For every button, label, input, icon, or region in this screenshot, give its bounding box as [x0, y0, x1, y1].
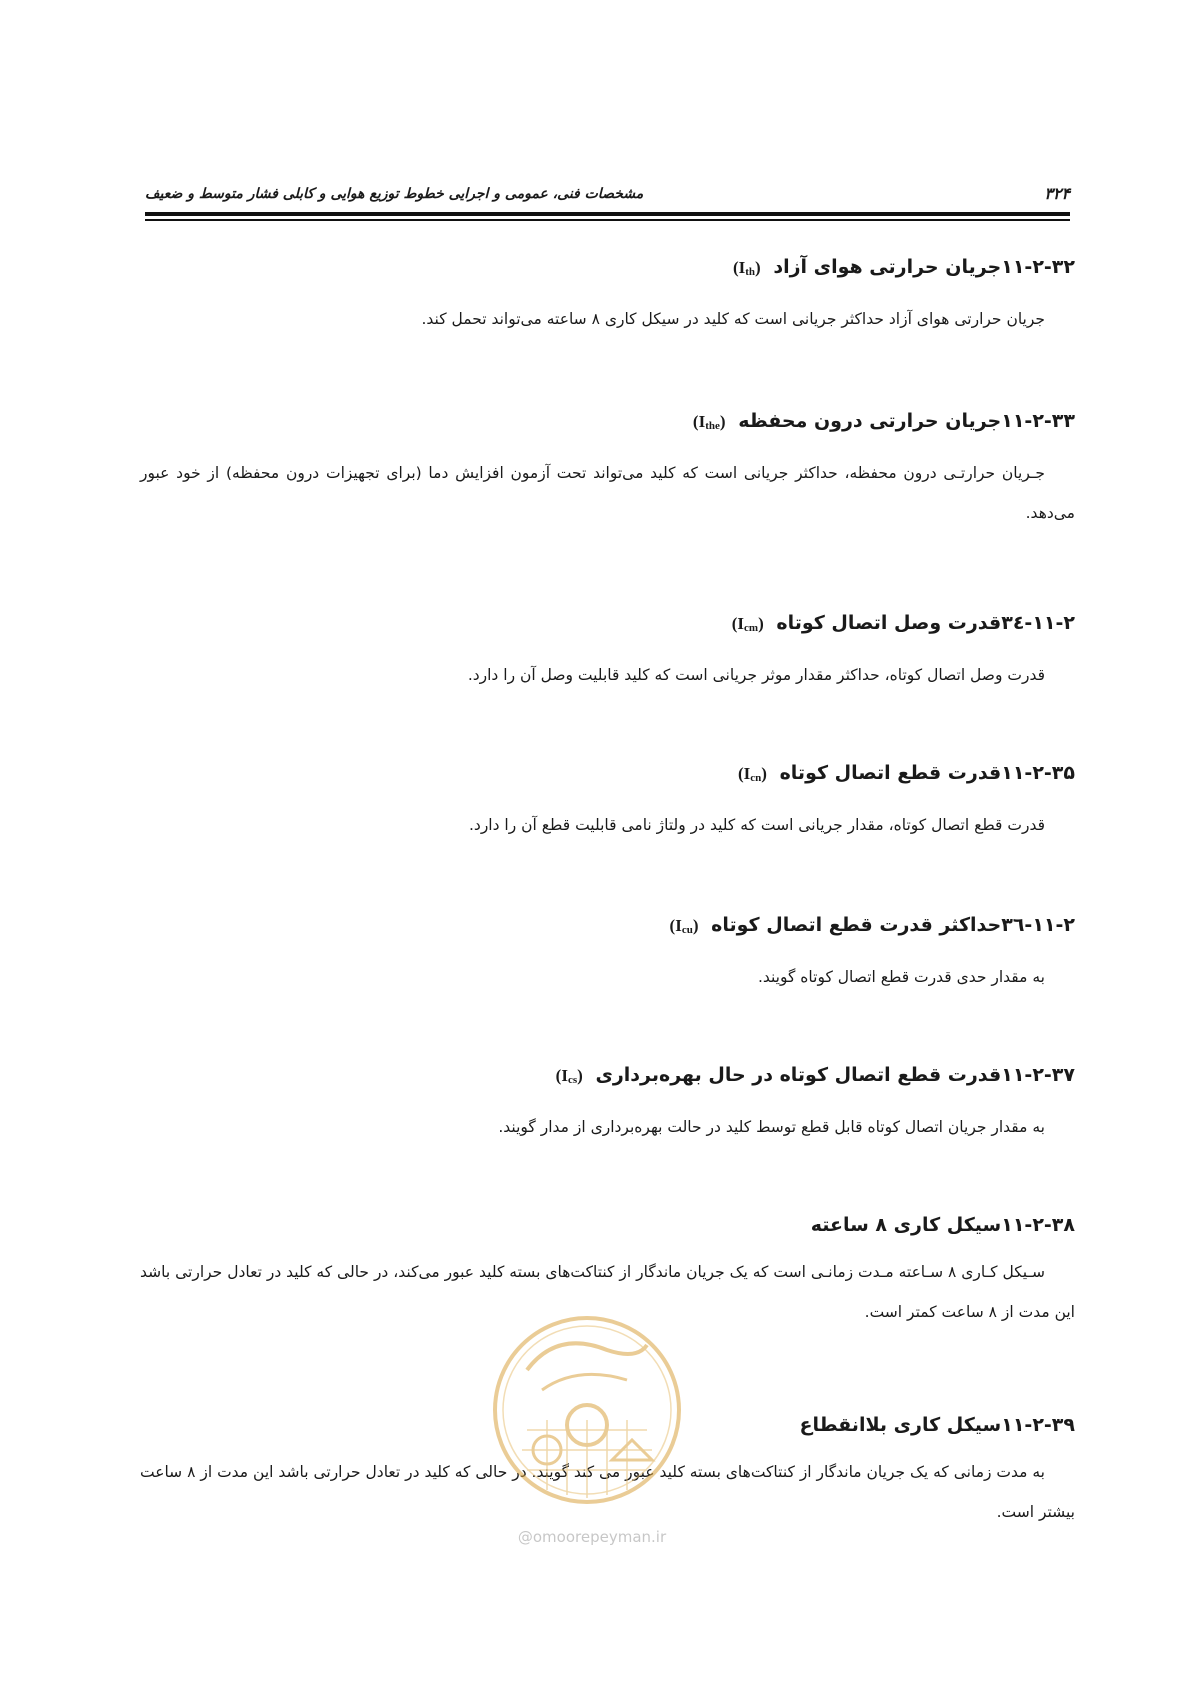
- page-number: ۳۲۴: [1044, 184, 1070, 203]
- section-number: ۱۱-۲-٣٤: [1001, 612, 1075, 634]
- watermark-logo: [487, 1310, 687, 1550]
- section-11-2-34: [140, 608, 1075, 695]
- section-symbol: $(I_{the})$: [692, 412, 726, 432]
- section-11-2-37: [140, 1060, 1075, 1147]
- section-body: قدرت قطع اتصال کوتاه، مقدار جریانی است که کلید در ولتاژ نامی قابلیت قطع آن را دارد.: [468, 816, 1045, 834]
- section-heading: [140, 608, 1075, 643]
- section-title: جریان حرارتی درون محفظه: [738, 410, 1002, 432]
- section-11-2-36: [140, 910, 1075, 997]
- section-number: ۱۱-۲-۳۸: [1001, 1214, 1075, 1236]
- section-title: جریان حرارتی هوای آزاد: [773, 256, 1002, 278]
- section-body: جریان حرارتی هوای آزاد حداکثر جریانی است که کلید در سیکل کاری ۸ ساعته می‌تواند تحمل کند.: [421, 310, 1045, 328]
- watermark-url: @omoorepeyman.ir: [517, 1528, 667, 1546]
- section-title: قدرت قطع اتصال کوتاه: [779, 762, 1002, 784]
- section-heading: [140, 1210, 1075, 1240]
- section-body: به مقدار حدی قدرت قطع اتصال کوتاه گویند.: [757, 968, 1045, 986]
- section-11-2-33: [140, 406, 1075, 533]
- section-number: ۱۱-۲-۳۲: [1001, 256, 1075, 278]
- section-heading: [140, 252, 1075, 287]
- section-body: به مقدار جریان اتصال کوتاه قابل قطع توسط کلید در حالت بهره‌برداری از مدار گویند.: [498, 1118, 1045, 1136]
- section-symbol: $(I_{cs})$: [555, 1066, 583, 1086]
- section-heading: [140, 406, 1075, 441]
- section-11-2-32: [140, 252, 1075, 339]
- running-title: مشخصات فنی، عمومی و اجرایی خطوط توزیع هوایی و کابلی فشار متوسط و ضعیف: [145, 186, 644, 202]
- section-body: سـیکل کـاری ۸ سـاعته مـدت زمانـی است که یک جریان ماندگار از کنتاکت‌های بسته کلید عبور می‌کند، در حالی که کلید در تعادل حرارتی باشد این مدت از ۸ ساعت کمتر است.: [140, 1263, 1075, 1321]
- section-title: حداکثر قدرت قطع اتصال کوتاه: [711, 914, 1002, 936]
- section-body: جـریان حرارتـی درون محفظه، حداکثر جریانی است که کلید می‌تواند تحت آزمون افزایش دما (برای تجهیزات درون محفظه) از خود عبور می‌دهد.: [140, 464, 1075, 522]
- section-body: قدرت وصل اتصال کوتاه، حداکثر مقدار موثر جریانی است که کلید قابلیت وصل آن را دارد.: [467, 666, 1045, 684]
- section-symbol: $(I_{cu})$: [669, 916, 699, 936]
- section-symbol: $(I_{th})$: [732, 258, 761, 278]
- section-title: قدرت قطع اتصال کوتاه در حال بهره‌برداری: [595, 1064, 1002, 1086]
- section-title: سیکل کاری ۸ ساعته: [810, 1214, 1002, 1236]
- watermark-seal-icon: [487, 1310, 687, 1520]
- section-number: ۱۱-۲-٣٦: [1001, 914, 1075, 936]
- section-number: ۱۱-۲-۳۹: [1001, 1414, 1075, 1436]
- section-symbol: $(I_{cm})$: [731, 614, 764, 634]
- section-title: قدرت وصل اتصال کوتاه: [776, 612, 1002, 634]
- section-title: سیکل کاری بلاانقطاع: [799, 1414, 1002, 1436]
- section-number: ۱۱-۲-۳۳: [1001, 410, 1075, 432]
- section-heading: [140, 758, 1075, 793]
- section-body: به مدت زمانی که یک جریان ماندگار از کنتاکت‌های بسته کلید عبور می کند گویند. در حالی که کلید در تعادل حرارتی باشد این مدت از ۸ ساعت بیشتر است.: [139, 1463, 1075, 1521]
- page-header: [145, 184, 1070, 212]
- header-rule-thin: [145, 219, 1070, 221]
- section-11-2-35: [140, 758, 1075, 845]
- section-number: ۱۱-۲-۳۵: [1001, 762, 1075, 784]
- section-symbol: $(I_{cn})$: [737, 764, 767, 784]
- header-rule-thick: [145, 212, 1070, 216]
- section-heading: [140, 910, 1075, 945]
- section-heading: [140, 1060, 1075, 1095]
- section-number: ۱۱-۲-۳۷: [1001, 1064, 1075, 1086]
